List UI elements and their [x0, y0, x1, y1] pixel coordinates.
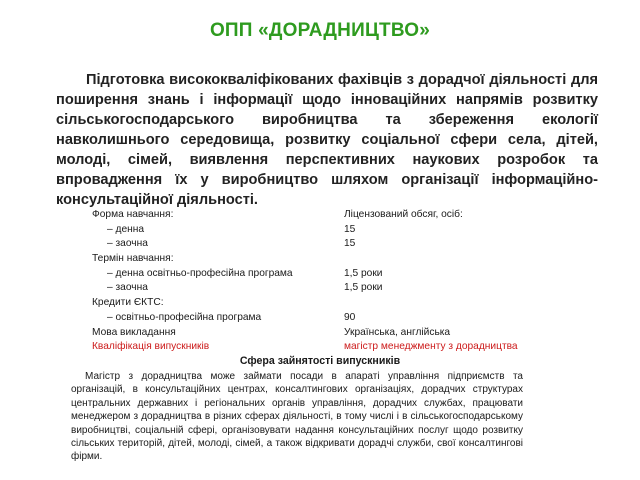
details-label: Кредити ЄКТС: [92, 297, 164, 309]
details-label: Форма навчання: [92, 209, 174, 220]
details-label: – заочна [107, 282, 148, 294]
details-row-language [92, 326, 572, 341]
details-row-qualification [92, 340, 572, 355]
details-value: 15 [344, 238, 356, 250]
details-row-parttime [92, 237, 572, 252]
details-label: Кваліфікація випускників [92, 341, 210, 353]
intro-paragraph: Підготовка висококваліфікованих фахівців з дорадчої діяльності для поширення знань і інформації щодо інноваційних напрямів розвитку сільськогосподарського виробництва та збереження екології навколишнього середовища, розвитку соціальної сфери села, дітей, молоді, сімей, виявлення перспективних наукових розробок та впровадження їх у виробництво шляхом організації інформаційно-консультаційної діяльності. [56, 72, 598, 208]
details-row-fulltime [92, 223, 572, 238]
details-value: 1,5 роки [344, 282, 383, 294]
details-label: Термін навчання: [92, 253, 174, 265]
details-value: Ліцензований обсяг, осіб: [344, 209, 463, 220]
details-value: 15 [344, 223, 356, 235]
details-value: магістр менеджменту з дорадництва [344, 341, 518, 353]
details-row-term-parttime [92, 281, 572, 296]
program-details [92, 208, 572, 355]
details-label: – освітньо-професійна програма [107, 311, 262, 323]
details-row-form [92, 208, 572, 223]
details-label: – денна освітньо-професійна програма [107, 267, 293, 279]
employment-paragraph: Магістр з дорадництва може займати посади в апараті управління підприємств та організацій, в консультаційних центрах, консалтингових організаціях, дорадчих структурах центральних державних і регіональних органів управління, дорадчих службах, працювати менеджером з дорадництва в різних сферах діяльності, в тому числі і в сільськогосподарському виробництві, соціальній сфері, організовувати надання консультаційних послуг щодо розвитку сільських територій, дітей, молоді, сімей, а також відкривати дорадчі служби, свої консалтингові фірми. [71, 371, 523, 463]
details-value: 90 [344, 311, 356, 323]
details-row-credits-program [92, 311, 572, 326]
details-label: – денна [107, 223, 145, 235]
employment-heading: Сфера зайнятості випускників [239, 355, 401, 367]
page-title: ОПП «ДОРАДНИЦТВО» [209, 20, 431, 41]
details-value: Українська, англійська [344, 326, 451, 338]
details-row-term-fulltime [92, 267, 572, 282]
details-row-credits [92, 296, 572, 311]
details-label: Мова викладання [92, 326, 176, 338]
details-label: – заочна [107, 238, 148, 250]
details-value: 1,5 роки [344, 267, 383, 279]
details-row-term [92, 252, 572, 267]
